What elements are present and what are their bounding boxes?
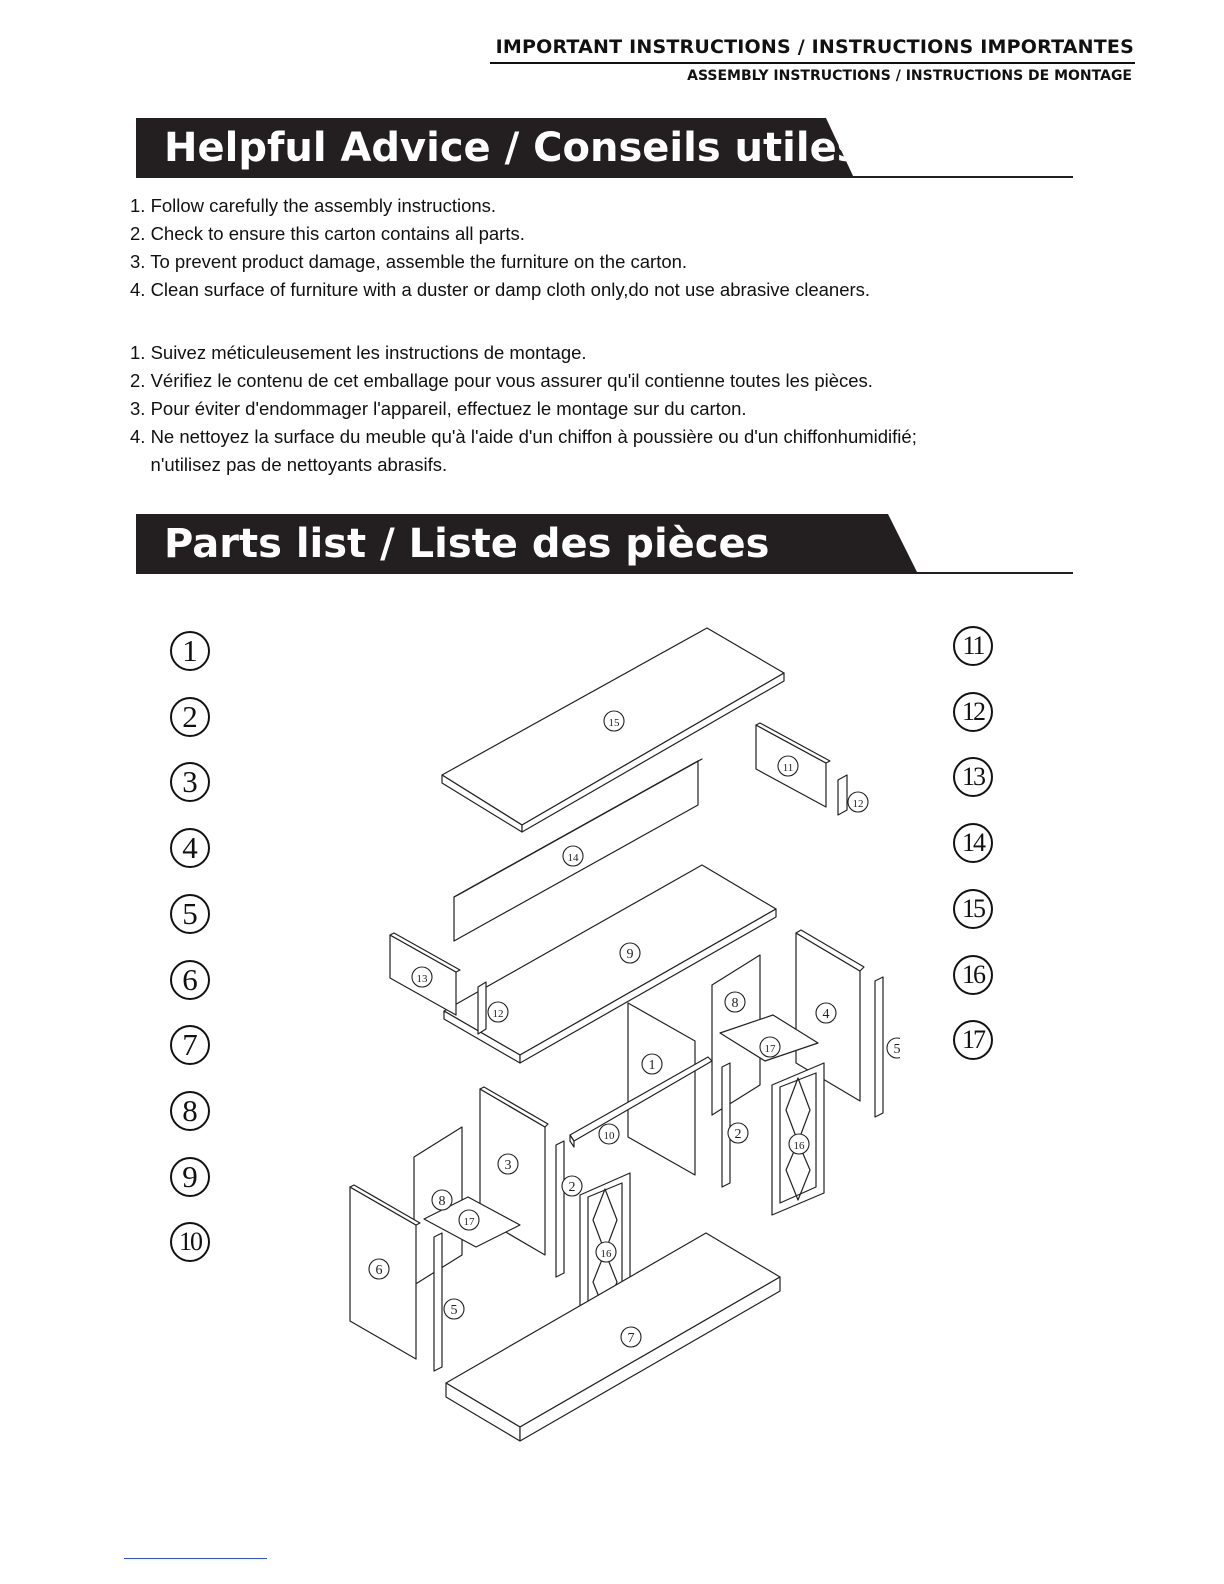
parts-heading: Parts list / Liste des pièces xyxy=(164,521,770,567)
diagram-label-12: 12 xyxy=(492,1008,504,1020)
document-title: IMPORTANT INSTRUCTIONS / INSTRUCTIONS IMPORTANTES xyxy=(495,36,1134,58)
advice-list-english xyxy=(130,192,870,304)
advice-french-item: 1. Suivez méticuleusement les instructions de montage. xyxy=(130,342,587,363)
part-number-13: 13 xyxy=(953,757,993,797)
diagram-label-16: 16 xyxy=(793,1140,805,1152)
part-number-14: 14 xyxy=(953,823,993,863)
diagram-label-2: 2 xyxy=(734,1127,742,1142)
advice-banner xyxy=(136,118,1073,178)
advice-english-item: 3. To prevent product damage, assemble the furniture on the carton. xyxy=(130,251,688,272)
advice-french-item: 2. Vérifiez le contenu de cet emballage pour vous assurer qu'il contienne toutes les pièces. xyxy=(130,370,873,391)
diagram-label-2: 2 xyxy=(568,1180,576,1195)
advice-heading: Helpful Advice / Conseils utiles xyxy=(164,125,861,171)
advice-list-french xyxy=(130,339,917,479)
part-number-4: 4 xyxy=(170,828,210,868)
diagram-label-5: 5 xyxy=(893,1042,900,1057)
exploded-parts-diagram xyxy=(340,615,900,1445)
part-number-6: 6 xyxy=(170,960,210,1000)
diagram-label-17: 17 xyxy=(463,1216,475,1228)
part-5-right-post xyxy=(875,977,883,1117)
part-number-12: 12 xyxy=(953,692,993,732)
advice-french-item: 4. Ne nettoyez la surface du meuble qu'à l'aide d'un chiffon à poussière ou d'un chiffonhumidifié; xyxy=(130,426,917,447)
diagram-label-8: 8 xyxy=(731,996,739,1011)
part-number-3: 3 xyxy=(170,762,210,802)
diagram-label-9: 9 xyxy=(626,947,634,962)
diagram-label-10: 10 xyxy=(603,1130,615,1142)
part-number-10: 10 xyxy=(170,1222,210,1262)
parts-banner-rule xyxy=(916,572,1073,574)
part-number-1: 1 xyxy=(170,631,210,671)
part-number-17: 17 xyxy=(953,1020,993,1060)
diagram-label-7: 7 xyxy=(627,1331,635,1346)
part-12-lower xyxy=(478,982,486,1034)
diagram-label-14: 14 xyxy=(567,852,579,864)
part-number-9: 9 xyxy=(170,1157,210,1197)
advice-english-item: 1. Follow carefully the assembly instructions. xyxy=(130,195,497,216)
part-number-16: 16 xyxy=(953,955,993,995)
part-12-upper xyxy=(838,775,847,815)
part-number-11: 11 xyxy=(953,626,993,666)
diagram-label-5: 5 xyxy=(450,1303,458,1318)
advice-english-item: 2. Check to ensure this carton contains all parts. xyxy=(130,223,525,244)
diagram-label-15: 15 xyxy=(608,717,620,729)
diagram-label-16: 16 xyxy=(600,1248,612,1260)
advice-banner-rule xyxy=(852,176,1073,178)
part-number-7: 7 xyxy=(170,1025,210,1065)
diagram-label-8: 8 xyxy=(438,1194,446,1209)
document-subtitle: ASSEMBLY INSTRUCTIONS / INSTRUCTIONS DE MONTAGE xyxy=(687,68,1132,84)
diagram-label-6: 6 xyxy=(375,1263,383,1278)
parts-banner xyxy=(136,514,1073,574)
diagram-label-11: 11 xyxy=(782,762,794,774)
advice-english-item: 4. Clean surface of furniture with a duster or damp cloth only,do not use abrasive cleaners. xyxy=(130,279,871,300)
advice-french-item: n'utilisez pas de nettoyants abrasifs. xyxy=(130,454,448,475)
part-number-8: 8 xyxy=(170,1091,210,1131)
footer-link-line xyxy=(124,1558,267,1559)
part-number-15: 15 xyxy=(953,889,993,929)
part-number-2: 2 xyxy=(170,697,210,737)
part-5-left-post xyxy=(434,1233,442,1371)
part-2-left-post xyxy=(556,1141,564,1277)
diagram-label-4: 4 xyxy=(822,1007,830,1022)
part-2-right-post xyxy=(722,1063,730,1187)
header-rule xyxy=(490,62,1135,64)
advice-french-item: 3. Pour éviter d'endommager l'appareil, effectuez le montage sur du carton. xyxy=(130,398,747,419)
diagram-label-17: 17 xyxy=(764,1043,776,1055)
part-number-5: 5 xyxy=(170,894,210,934)
diagram-label-12: 12 xyxy=(852,798,864,810)
diagram-label-3: 3 xyxy=(504,1158,512,1173)
diagram-label-1: 1 xyxy=(648,1058,656,1073)
diagram-label-13: 13 xyxy=(416,973,428,985)
parts-banner-slant xyxy=(888,514,920,574)
